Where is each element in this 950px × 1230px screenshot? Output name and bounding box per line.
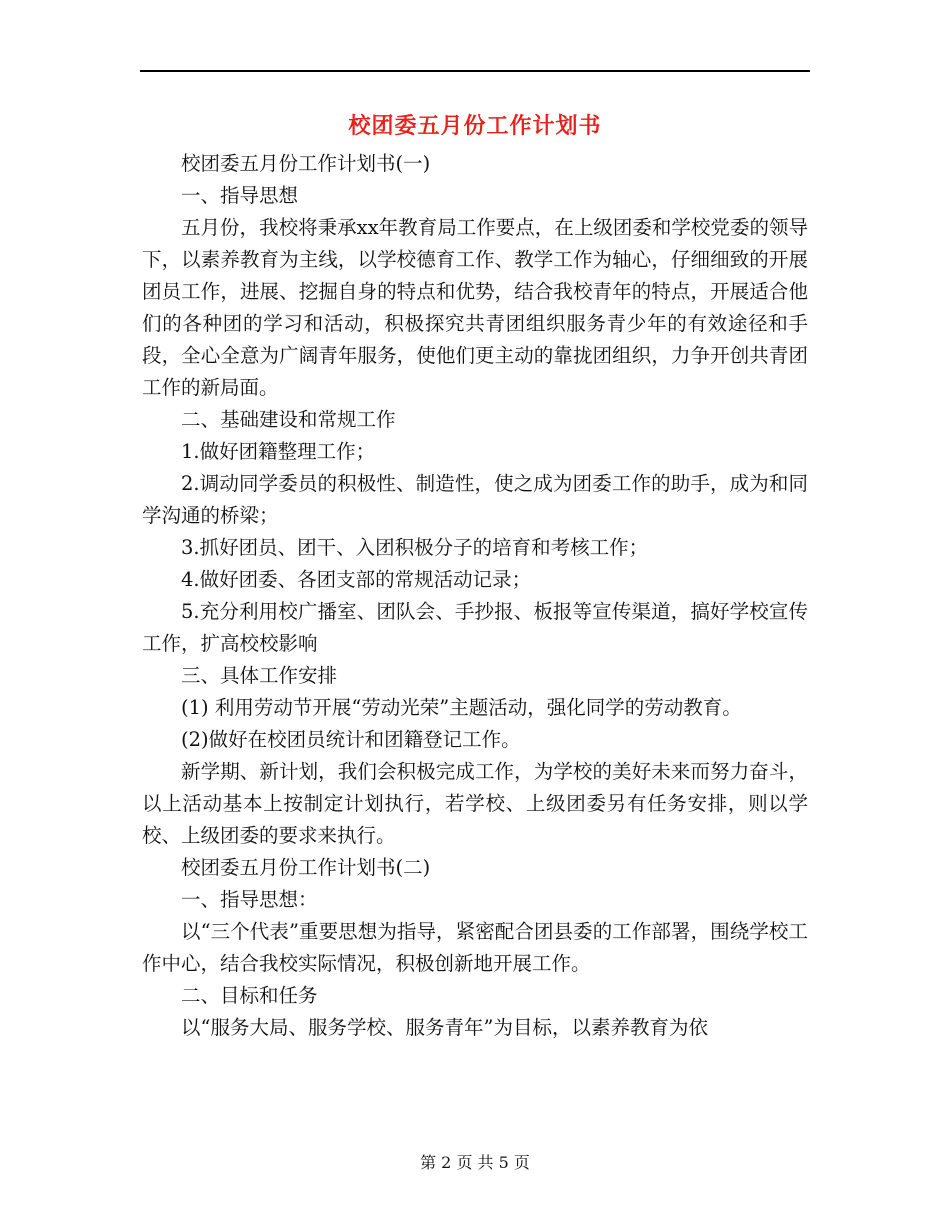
document-title: 校团委五月份工作计划书 bbox=[348, 113, 602, 139]
list-item: 1.做好团籍整理工作； bbox=[181, 440, 376, 463]
paragraph-conclusion: 新学期、新计划，我们会积极完成工作，为学校的美好未来而努力奋斗，以上活动基本上按制定计划执行，若学校、上级团委另有任务安排，则以学校、上级团委的要求来执行。 bbox=[142, 760, 808, 847]
paragraph-goals: 以“服务大局、服务学校、服务青年”为目标，以素养教育为依 bbox=[181, 1016, 708, 1039]
list-item: (2)做好在校团员统计和团籍登记工作。 bbox=[181, 728, 521, 751]
list-item: 2.调动同学委员的积极性、制造性，使之成为团委工作的助手，成为和同学沟通的桥梁； bbox=[142, 472, 808, 527]
heading-guiding-thought: 一、指导思想 bbox=[181, 184, 299, 207]
paragraph-guiding-thought-two: 以“三个代表”重要思想为指导，紧密配合团县委的工作部署，围绕学校工作中心，结合我校实际情况，积极创新地开展工作。 bbox=[142, 920, 808, 975]
list-item: 3.抓好团员、团干、入团积极分子的培育和考核工作； bbox=[181, 536, 649, 559]
list-item: 5.充分利用校广播室、团队会、手抄报、板报等宣传渠道，搞好学校宣传工作，扩高校校影响 bbox=[142, 600, 808, 655]
section-heading-plan-two: 校团委五月份工作计划书(二) bbox=[181, 856, 431, 879]
heading-guiding-thought-two: 一、指导思想： bbox=[181, 888, 318, 911]
heading-basic-work: 二、基础建设和常规工作 bbox=[181, 408, 396, 431]
list-item: (1) 利用劳动节开展“劳动光荣”主题活动，强化同学的劳动教育。 bbox=[181, 696, 742, 719]
heading-goals: 二、目标和任务 bbox=[181, 984, 318, 1007]
section-heading-plan-one: 校团委五月份工作计划书(一) bbox=[181, 152, 431, 175]
header-rule bbox=[140, 70, 810, 72]
page-footer: 第 2 页 共 5 页 bbox=[420, 1153, 530, 1172]
heading-work-arrangement: 三、具体工作安排 bbox=[181, 664, 338, 687]
document-body bbox=[142, 148, 808, 1044]
list-item: 4.做好团委、各团支部的常规活动记录； bbox=[181, 568, 532, 591]
paragraph-guiding-thought: 五月份，我校将秉承xx年教育局工作要点，在上级团委和学校党委的领导下，以素养教育为主线，以学校德育工作、教学工作为轴心，仔细细致的开展团员工作，进展、挖掘自身的特点和优势，结合我校青年的特点，开展适合他们的各种团的学习和活动，积极探究共青团组织服务青少年的有效途径和手段，全心全意为广阔青年服务，使他们更主动的靠拢团组织，力争开创共青团工作的新局面。 bbox=[142, 216, 808, 399]
